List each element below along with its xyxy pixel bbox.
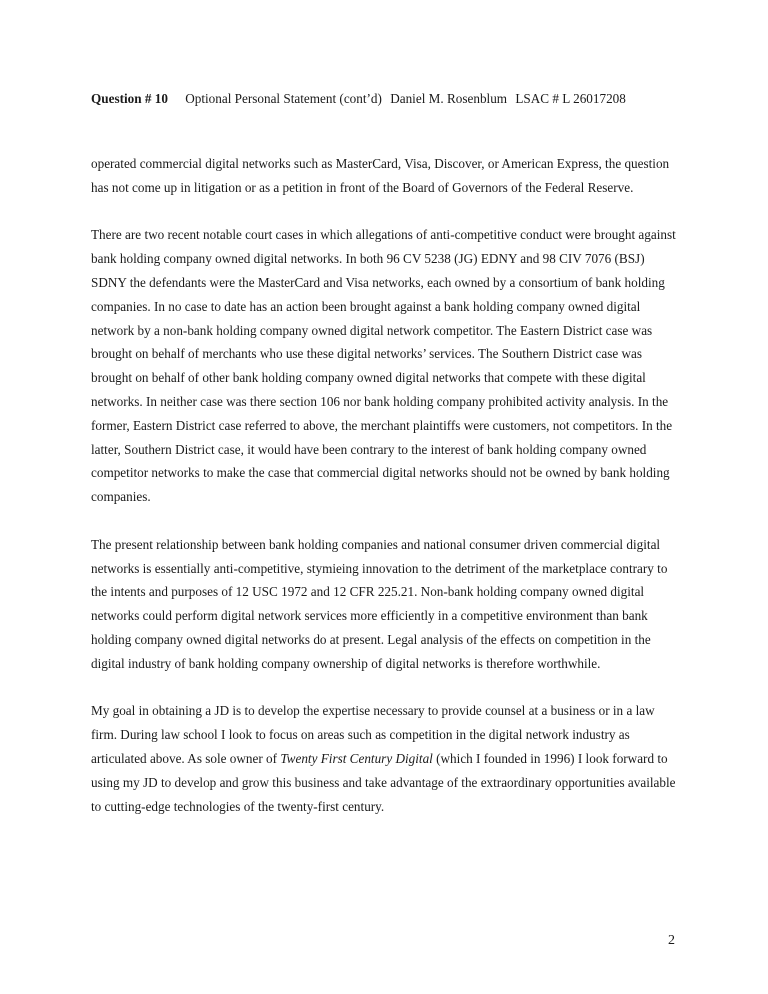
applicant-name: Daniel M. Rosenblum — [390, 91, 508, 106]
page-number: 2 — [668, 933, 675, 948]
paragraph-2: There are two recent notable court cases in which allegations of anti-competitive conduct were brought against bank holding company owned digital networks. In both 96 CV 5238 (JG) EDNY and 98 CIV 7076 (BSJ) SDNY the defendants were the MasterCard and Visa networks, each owned by a consortium of bank holding companies. In no case to date has an action been brought against a bank holding company owned digital network by a non-bank holding company owned digital network competitor. The Eastern District case was brought on behalf of merchants who use these digital networks’ services. The Southern District case was brought on behalf of other bank holding company owned digital networks that compete with these digital networks. In neither case was there section 106 nor bank holding company prohibited activity analysis. In the former, Eastern District case referred to above, the merchant plaintiffs were customers, not competitors. In the latter, Southern District case, it would have been contrary to the interest of bank holding company owned competitor networks to make the case that commercial digital networks should not be owned by bank holding companies. — [91, 227, 676, 505]
lsac-number: LSAC # L 26017208 — [515, 91, 626, 106]
paragraph-4-text-a: My goal in obtaining a JD is to develop the expertise necessary to provide counsel at a business or in a law firm. During law school I look to focus on areas such as competition in the digital network industry as articulated above. As sole owner of — [91, 703, 655, 766]
statement-body — [91, 152, 679, 842]
page-header — [91, 90, 711, 108]
question-number: Question # 10 — [91, 91, 168, 106]
section-title: Optional Personal Statement (cont’d) — [185, 91, 382, 106]
paragraph-4 — [91, 699, 679, 818]
company-name: Twenty First Century Digital — [280, 750, 433, 766]
paragraph-3: The present relationship between bank holding companies and national consumer driven commercial digital networks is essentially anti-competitive, stymieing innovation to the detriment of the marketplace contrary to the intents and purposes of 12 USC 1972 and 12 CFR 225.21. Non-bank holding company owned digital networks could perform digital network services more efficiently in a competitive environment than bank holding company owned digital networks do at present. Legal analysis of the effects on competition in the digital industry of bank holding company ownership of digital networks is therefore worthwhile. — [91, 536, 668, 671]
paragraph-1: operated commercial digital networks such as MasterCard, Visa, Discover, or American Express, the question has not come up in litigation or as a petition in front of the Board of Governors of the Federal Reserve. — [91, 156, 670, 195]
paragraph-4-text-b: (which I founded in 1996) I look forward to using my JD to develop and grow this business and take advantage of the extraordinary opportunities available to cutting-edge technologies of the twenty-first century. — [91, 750, 676, 814]
